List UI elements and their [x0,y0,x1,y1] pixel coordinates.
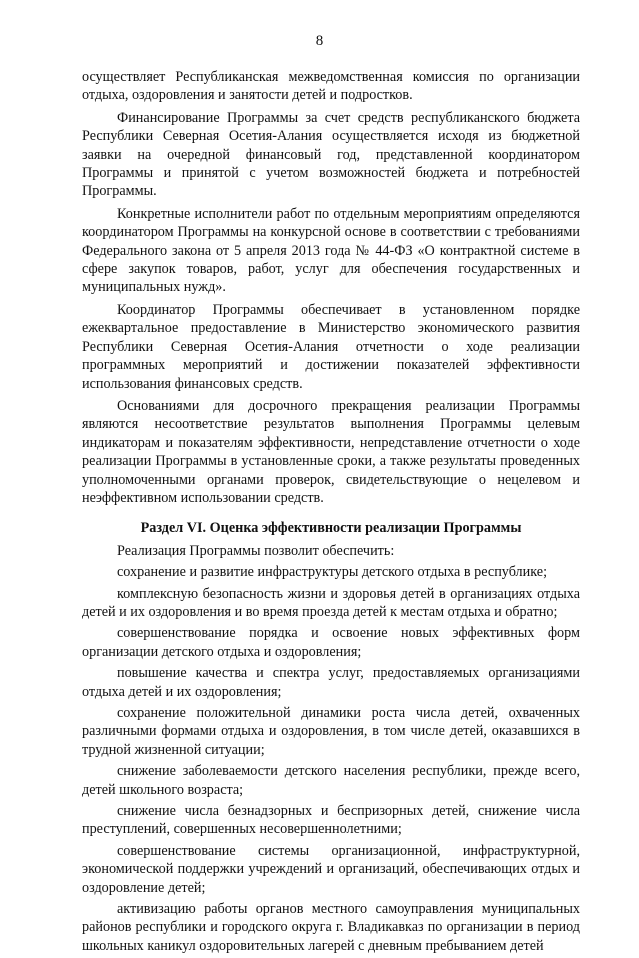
paragraph-intro: Реализация Программы позволит обеспечить: [117,542,395,559]
paragraph-continuation: осуществляет Республиканская межведомственная комиссия по организации отдыха, оздоровления и занятости детей и подростков. [82,69,580,104]
section-heading: Раздел VI. Оценка эффективности реализации Программы [140,520,522,537]
document-body [82,68,580,958]
paragraph-termination-grounds: Основаниями для досрочного прекращения реализации Программы являются несоответствие результатов выполнения Программы целевым индикаторам и показателям эффективности, непредставление отчетности о ходе реализации Программы в установленные сроки, а также результаты проведенных уполномоченными органами проверок, свидетельствующие о нецелевом и неэффективном использовании средств. [82,397,580,506]
list-item: активизацию работы органов местного самоуправления муниципальных районов республики и городского округа г. Владикавказ по организации в период школьных каникул оздоровительных лагерей с дневным пребыванием детей [82,901,580,954]
page-number: 8 [315,33,324,49]
paragraph-coordinator-reporting: Координатор Программы обеспечивает в установленном порядке ежеквартальное предоставление в Министерство экономического развития Республики Северная Осетия-Алания отчетности о ходе реализации программных мероприятий и достижении показателей эффективности использования финансовых средств. [82,301,580,392]
list-item: совершенствование порядка и освоение новых эффективных форм организации детского отдыха и оздоровления; [82,625,580,660]
paragraph-executors: Конкретные исполнители работ по отдельным мероприятиям определяются координатором Программы на конкурсной основе в соответствии с требованиями Федерального закона от 5 апреля 2013 года № 44-ФЗ «О контрактной системе в сфере закупок товаров, работ, услуг для обеспечения государственных и муниципальных нужд». [82,205,580,296]
list-item: повышение качества и спектра услуг, предоставляемых организациями отдыха детей и их оздоровления; [82,665,580,700]
list-item: совершенствование системы организационной, инфраструктурной, экономической поддержки учреждений и организаций, обеспечивающих отдых и оздоровление детей; [82,842,580,896]
list-item: снижение заболеваемости детского населения республики, прежде всего, детей школьного возраста; [82,763,580,798]
paragraph-financing: Финансирование Программы за счет средств республиканского бюджета Республики Северная Осетия-Алания осуществляется исходя из бюджетной заявки на очередной финансовый год, представленной координатором Программы и принятой с учетом возможностей бюджета и потребностей Программы. [82,109,580,200]
list-item: сохранение положительной динамики роста числа детей, охваченных различными формами отдыха и оздоровления, в том числе детей, оказавшихся в трудной жизненной ситуации; [82,705,580,758]
list-item: комплексную безопасность жизни и здоровья детей в организациях отдыха детей и их оздоровления и во время проезда детей к местам отдыха и обратно; [82,585,580,620]
list-item: сохранение и развитие инфраструктуры детского отдыха в республике; [117,564,548,581]
list-item: снижение числа безнадзорных и беспризорных детей, снижение числа преступлений, совершенных несовершеннолетними; [82,803,580,838]
